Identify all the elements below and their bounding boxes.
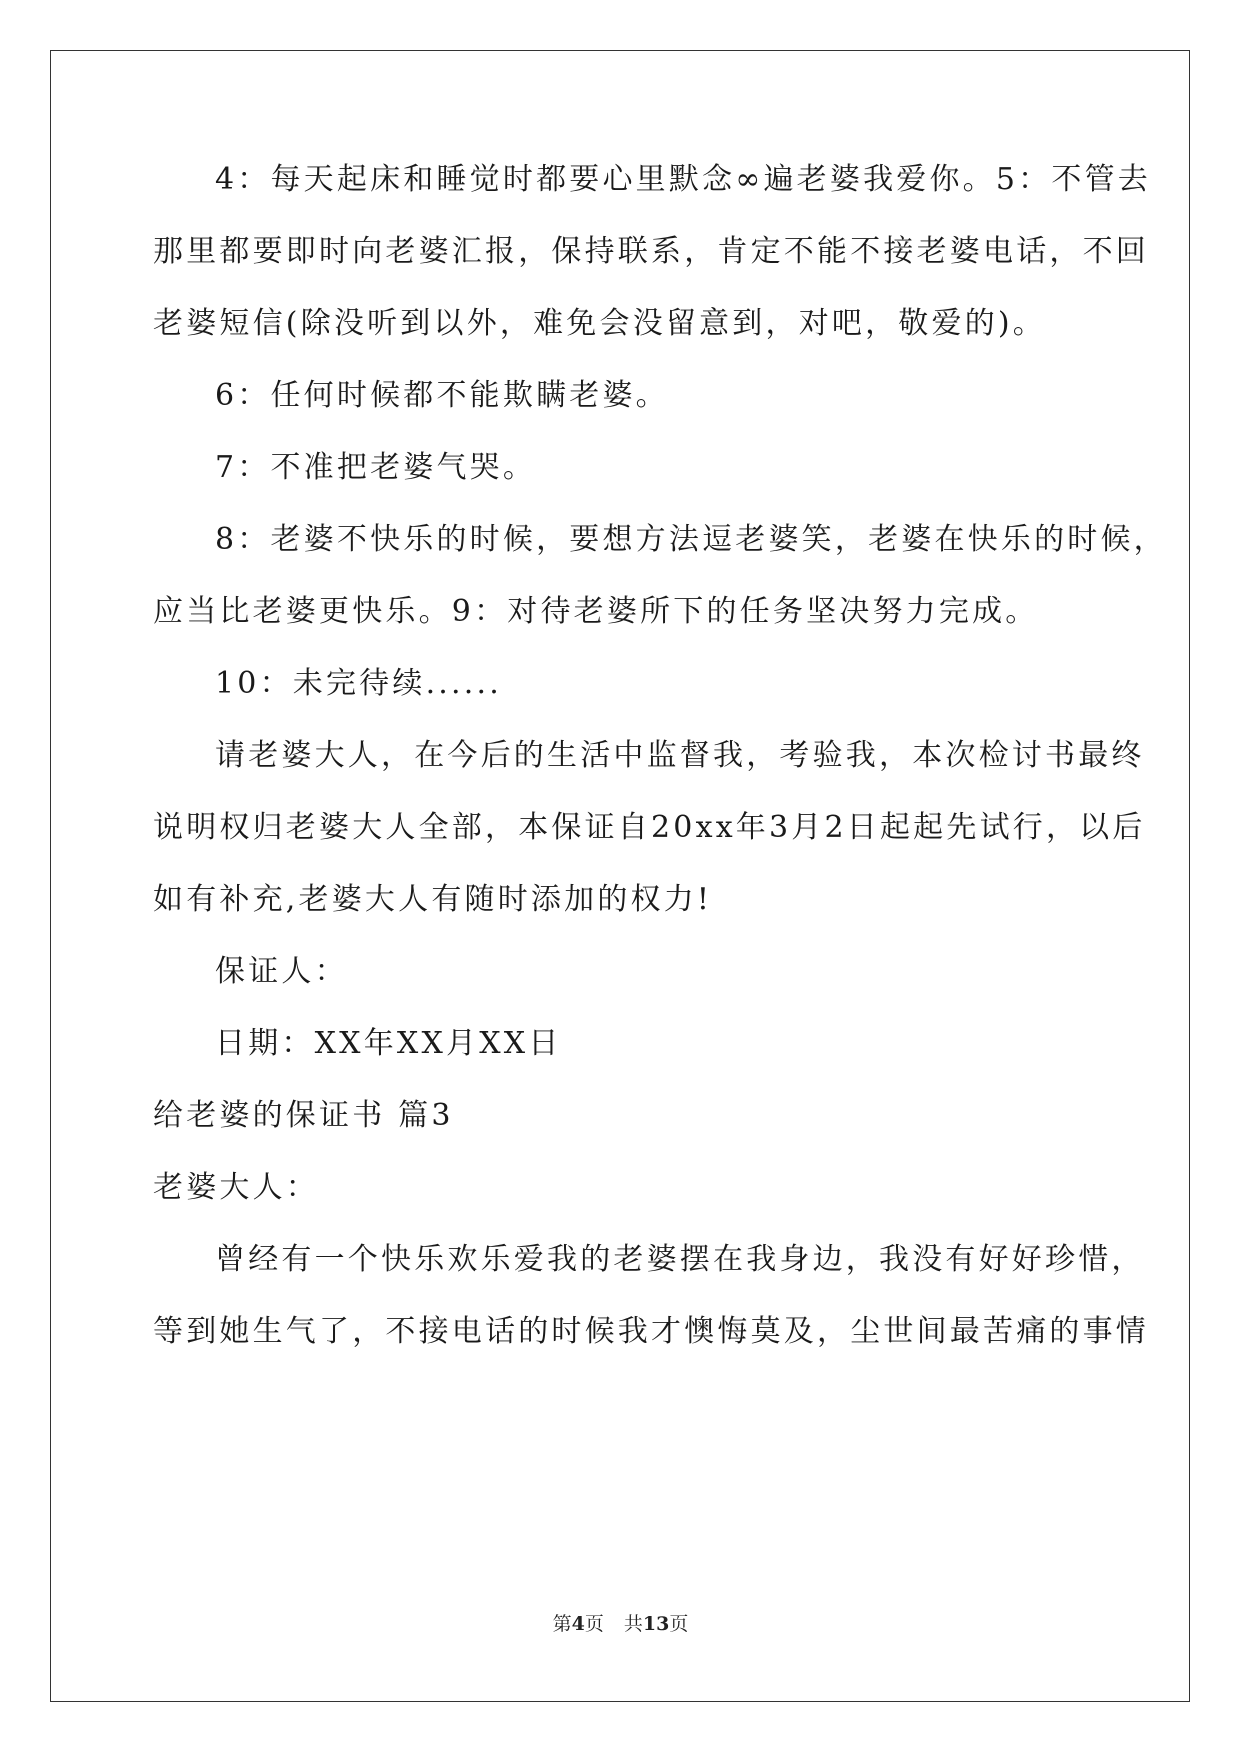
page-number: 4 xyxy=(571,1613,585,1635)
paragraph-line: 应当比老婆更快乐。9：对待老婆所下的任务坚决努力完成。 xyxy=(153,594,1039,629)
paragraph-line: 8：老婆不快乐的时候，要想方法逗老婆笑，老婆在快乐的时候， xyxy=(215,522,1167,557)
paragraph-line: 10：未完待续...... xyxy=(215,666,502,701)
section-heading: 给老婆的保证书 篇3 xyxy=(153,1098,454,1133)
paragraph-line: 等到她生气了，不接电话的时候我才懊悔莫及，尘世间最苦痛的事情 xyxy=(153,1314,1149,1349)
total-suffix: 页 xyxy=(669,1613,689,1635)
total-prefix: 共 xyxy=(623,1613,643,1635)
paragraph-line: 曾经有一个快乐欢乐爱我的老婆摆在我身边，我没有好好珍惜， xyxy=(215,1242,1145,1277)
total-pages: 13 xyxy=(642,1613,670,1635)
page-border xyxy=(50,50,1190,1702)
paragraph-line: 请老婆大人，在今后的生活中监督我，考验我，本次检讨书最终 xyxy=(215,738,1145,773)
paragraph-line: 7：不准把老婆气哭。 xyxy=(215,450,537,485)
paragraph-line: 如有补充,老婆大人有随时添加的权力! xyxy=(153,882,713,917)
paragraph-line: 4：每天起床和睡觉时都要心里默念∞遍老婆我爱你。5：不管去 xyxy=(215,162,1151,197)
paragraph-line: 说明权归老婆大人全部，本保证自20xx年3月2日起起先试行，以后 xyxy=(153,810,1146,845)
page-prefix: 第 xyxy=(552,1613,572,1635)
page-suffix: 页 xyxy=(584,1613,604,1635)
guarantor-label: 保证人： xyxy=(215,954,348,989)
date-line: 日期：XX年XX月XX日 xyxy=(215,1026,562,1061)
page-footer xyxy=(0,1612,1241,1636)
paragraph-line: 老婆短信(除没听到以外，难免会没留意到，对吧，敬爱的)。 xyxy=(153,306,1047,341)
salutation: 老婆大人： xyxy=(153,1170,319,1205)
paragraph-line: 6：任何时候都不能欺瞒老婆。 xyxy=(215,378,669,413)
paragraph-line: 那里都要即时向老婆汇报，保持联系，肯定不能不接老婆电话，不回 xyxy=(153,234,1149,269)
